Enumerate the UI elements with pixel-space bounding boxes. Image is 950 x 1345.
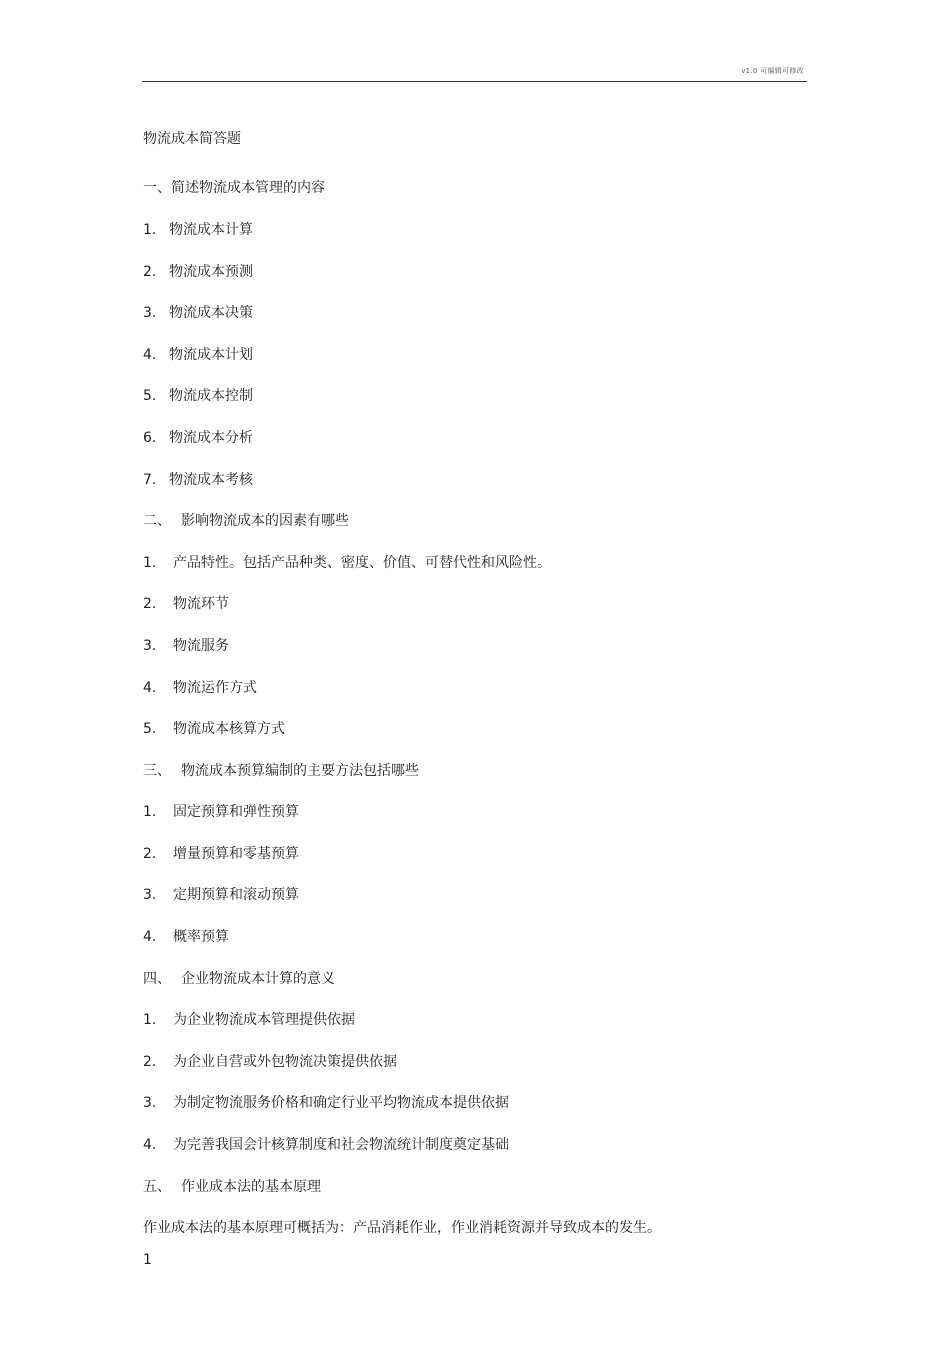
item-text: 概率预算	[173, 929, 229, 946]
item-text: 物流成本计算	[169, 221, 253, 238]
item-number: 1.	[143, 221, 157, 238]
item-text: 产品特性。包括产品种类、密度、价值、可替代性和风险性。	[173, 554, 551, 571]
list-item	[143, 625, 803, 667]
item-text: 定期预算和滚动预算	[173, 887, 299, 904]
list-item	[143, 542, 803, 584]
header-divider	[142, 81, 807, 82]
list-item	[143, 584, 803, 626]
item-text: 物流成本预测	[169, 263, 253, 280]
section-heading	[143, 1166, 803, 1208]
item-text: 为企业物流成本管理提供依据	[173, 1012, 355, 1029]
item-number: 3.	[143, 637, 157, 654]
item-number: 2.	[143, 263, 157, 280]
list-item	[143, 376, 803, 418]
item-number: 3.	[143, 305, 157, 322]
section-title: 物流成本预算编制的主要方法包括哪些	[181, 762, 419, 779]
list-item	[143, 875, 803, 917]
list-item	[143, 916, 803, 958]
list-item	[143, 1124, 803, 1166]
section-number: 四、	[143, 970, 171, 987]
section-title: 影响物流成本的因素有哪些	[181, 513, 349, 530]
list-item	[143, 833, 803, 875]
item-text: 物流成本考核	[169, 471, 253, 488]
section-heading	[143, 500, 803, 542]
item-text: 为制定物流服务价格和确定行业平均物流成本提供依据	[173, 1095, 509, 1112]
item-text: 为企业自营或外包物流决策提供依据	[173, 1053, 397, 1070]
item-number: 3.	[143, 887, 157, 904]
list-item	[143, 792, 803, 834]
item-number: 4.	[143, 346, 157, 363]
section-number: 一、	[143, 180, 171, 197]
item-text: 固定预算和弹性预算	[173, 804, 299, 821]
item-number: 4.	[143, 679, 157, 696]
item-text: 物流服务	[173, 637, 229, 654]
item-number: 5.	[143, 388, 157, 405]
item-number: 2.	[143, 596, 157, 613]
list-item	[143, 708, 803, 750]
list-item	[143, 459, 803, 501]
list-item	[143, 417, 803, 459]
item-number: 5.	[143, 721, 157, 738]
item-text: 物流运作方式	[173, 679, 257, 696]
section-heading	[143, 958, 803, 1000]
item-number: 1.	[143, 804, 157, 821]
list-item	[143, 1083, 803, 1125]
paragraph: 作业成本法的基本原理可概括为：产品消耗作业，作业消耗资源并导致成本的发生。	[143, 1220, 661, 1237]
list-item	[143, 251, 803, 293]
item-text: 物流成本控制	[169, 388, 253, 405]
list-item	[143, 209, 803, 251]
item-text: 物流环节	[173, 596, 229, 613]
item-text: 物流成本决策	[169, 305, 253, 322]
list-item	[143, 667, 803, 709]
item-number: 4.	[143, 929, 157, 946]
section-number: 二、	[143, 513, 171, 530]
item-number: 1.	[143, 554, 157, 571]
item-number: 4.	[143, 1137, 157, 1154]
item-number: 1.	[143, 1012, 157, 1029]
list-item	[143, 292, 803, 334]
list-item	[143, 999, 803, 1041]
list-item	[143, 334, 803, 376]
document-title: 物流成本简答题	[143, 130, 241, 147]
item-text: 物流成本核算方式	[173, 721, 285, 738]
section-number: 三、	[143, 762, 171, 779]
item-number: 7.	[143, 471, 157, 488]
item-text: 增量预算和零基预算	[173, 845, 299, 862]
item-number: 3.	[143, 1095, 157, 1112]
item-text: 物流成本分析	[169, 429, 253, 446]
section-title: 作业成本法的基本原理	[181, 1178, 321, 1195]
list-item	[143, 1041, 803, 1083]
item-number: 2.	[143, 1053, 157, 1070]
item-number: 6.	[143, 429, 157, 446]
item-text: 为完善我国会计核算制度和社会物流统计制度奠定基础	[173, 1137, 509, 1154]
item-text: 物流成本计划	[169, 346, 253, 363]
header-note: v1.0 可编辑可修改	[741, 67, 804, 75]
section-heading	[143, 168, 803, 210]
section-title: 简述物流成本管理的内容	[171, 180, 325, 197]
page-number: 1	[143, 1252, 152, 1268]
section-title: 企业物流成本计算的意义	[181, 970, 335, 987]
document-body	[143, 126, 803, 1249]
item-number: 2.	[143, 845, 157, 862]
section-heading	[143, 750, 803, 792]
section-number: 五、	[143, 1178, 171, 1195]
